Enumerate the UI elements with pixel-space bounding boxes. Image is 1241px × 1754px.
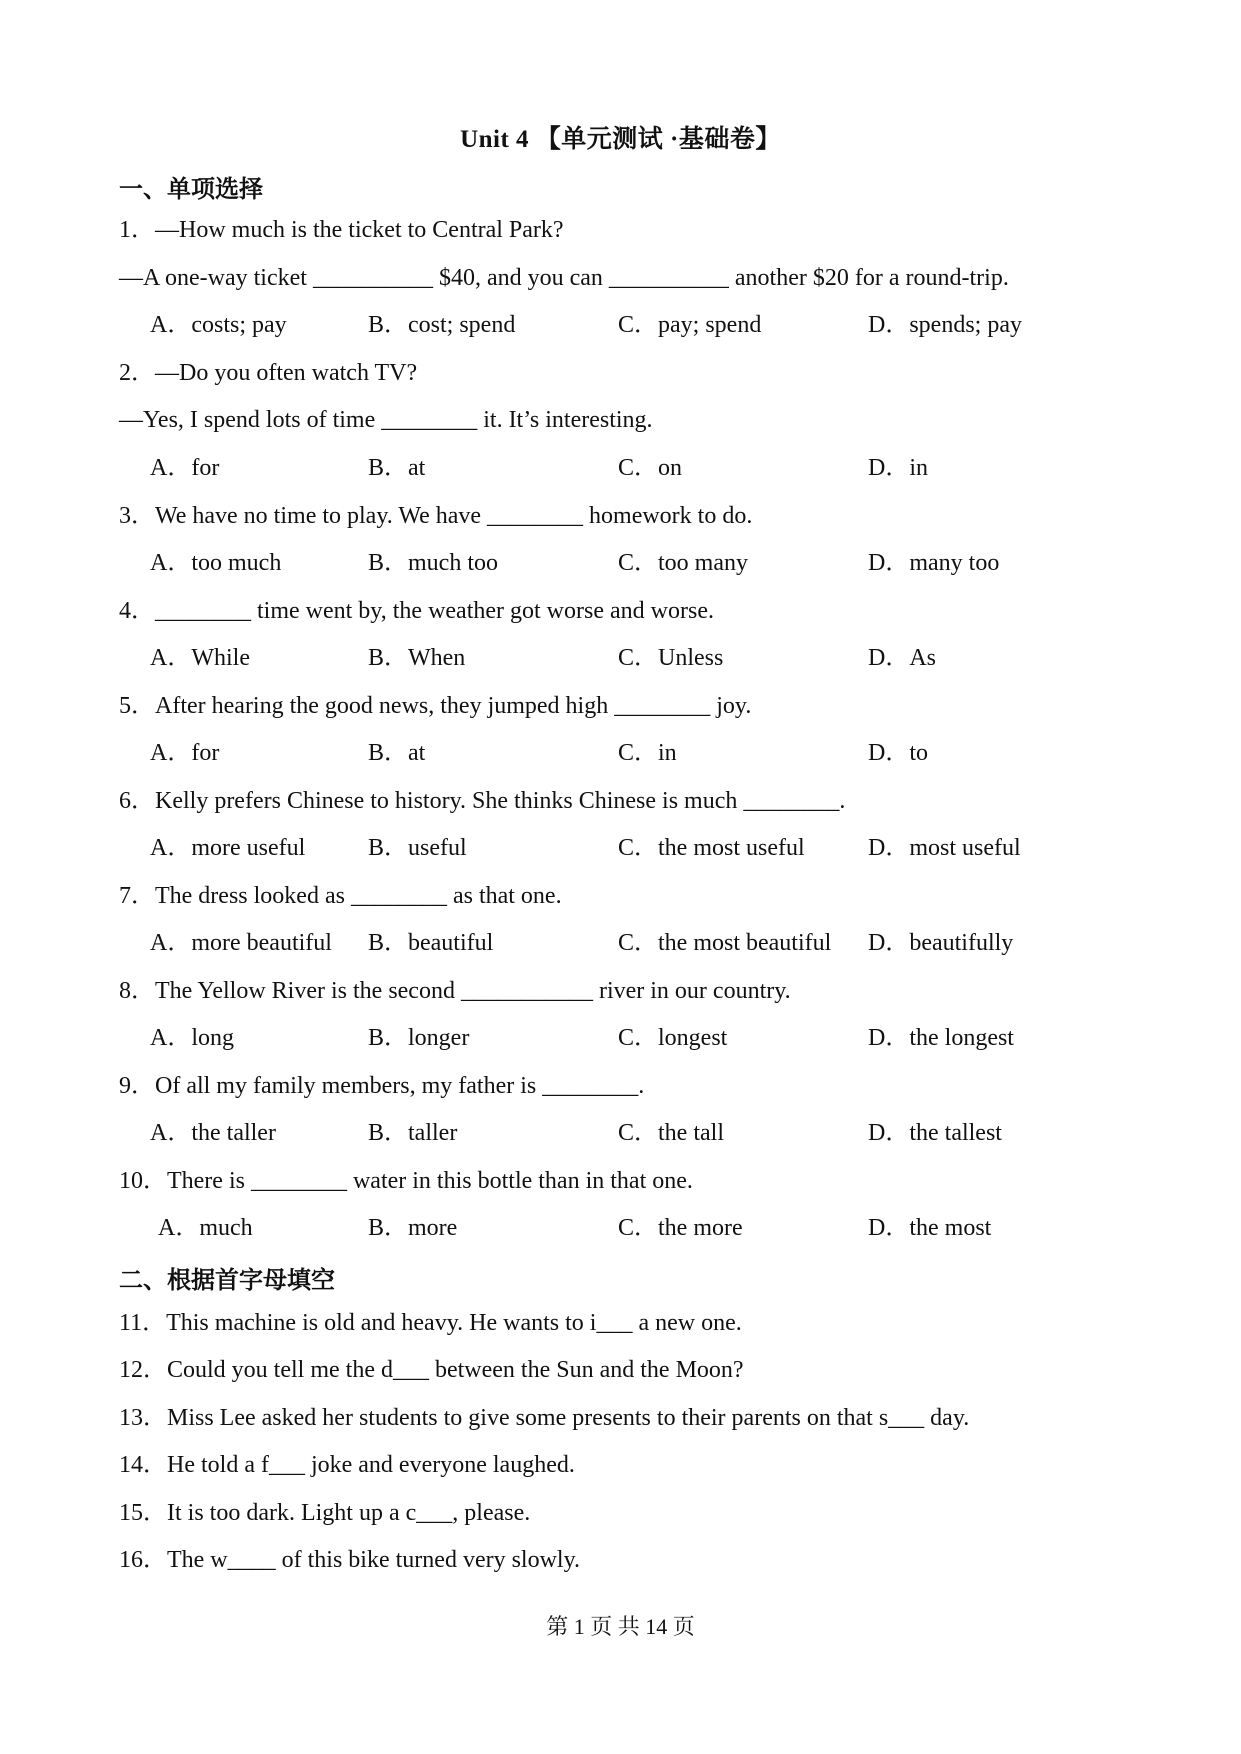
question-9-stem: 9．Of all my family members, my father is ________. [119,1073,645,1099]
question-2-stem-line2: —Yes, I spend lots of time ________ it. It’s interesting. [119,407,653,433]
question-3-stem: 3．We have no time to play. We have ________ homework to do. [119,503,753,529]
question-3-option-d: D．many too [868,550,1000,576]
page-title: Unit 4 【单元测试 ·基础卷】 [460,126,781,153]
question-4-option-d: D．As [868,645,937,671]
question-10-option-d: D．the most [868,1215,992,1241]
question-5-option-b: B．at [368,740,426,766]
question-5-option-c: C．in [618,740,677,766]
question-13: 13．Miss Lee asked her students to give some presents to their parents on that s___ day. [119,1405,970,1431]
question-2-stem: 2．—Do you often watch TV? [119,360,418,386]
question-1-stem: 1．—How much is the ticket to Central Park? [119,217,564,243]
question-4-option-a: A．While [150,645,250,671]
question-8-stem: 8．The Yellow River is the second ___________ river in our country. [119,978,791,1004]
question-7-option-c: C．the most beautiful [618,930,832,956]
question-9-option-d: D．the tallest [868,1120,1002,1146]
question-1-option-c: C．pay; spend [618,312,762,338]
question-1-option-d: D．spends; pay [868,312,1022,338]
question-6-option-b: B．useful [368,835,467,861]
question-8-option-a: A．long [150,1025,234,1051]
question-9-option-b: B．taller [368,1120,458,1146]
question-7-stem: 7．The dress looked as ________ as that one. [119,883,562,909]
question-2-option-a: A．for [150,455,220,481]
question-6-option-c: C．the most useful [618,835,805,861]
question-9-option-a: A．the taller [150,1120,276,1146]
question-5-option-d: D．to [868,740,928,766]
section-heading-fill-blanks: 二、根据首字母填空 [119,1266,335,1294]
question-3-option-b: B．much too [368,550,498,576]
question-2-option-c: C．on [618,455,683,481]
page-footer: 第 1 页 共 14 页 [546,1614,695,1639]
question-4-option-c: C．Unless [618,645,724,671]
question-1-stem-line2: —A one-way ticket __________ $40, and you can __________ another $20 for a round-trip. [119,265,1009,291]
question-5-option-a: A．for [150,740,220,766]
question-2-option-b: B．at [368,455,426,481]
section-heading-single-choice: 一、单项选择 [119,175,263,203]
question-10-option-c: C．the more [618,1215,743,1241]
question-7-option-a: A．more beautiful [150,930,332,956]
question-10-option-b: B．more [368,1215,458,1241]
question-5-stem: 5．After hearing the good news, they jumped high ________ joy. [119,693,752,719]
question-16: 16．The w____ of this bike turned very slowly. [119,1547,581,1573]
question-4-option-b: B．When [368,645,466,671]
question-3-option-a: A．too much [150,550,282,576]
question-8-option-c: C．longest [618,1025,728,1051]
question-11: 11．This machine is old and heavy. He wants to i___ a new one. [119,1310,742,1336]
question-8-option-b: B．longer [368,1025,470,1051]
question-1-option-b: B．cost; spend [368,312,516,338]
question-12: 12．Could you tell me the d___ between the Sun and the Moon? [119,1357,744,1383]
question-15: 15．It is too dark. Light up a c___, please. [119,1500,531,1526]
question-9-option-c: C．the tall [618,1120,724,1146]
question-6-stem: 6．Kelly prefers Chinese to history. She thinks Chinese is much ________. [119,788,846,814]
question-7-option-d: D．beautifully [868,930,1014,956]
question-4-stem: 4．________ time went by, the weather got worse and worse. [119,598,714,624]
question-14: 14．He told a f___ joke and everyone laughed. [119,1452,575,1478]
question-2-option-d: D．in [868,455,928,481]
question-3-option-c: C．too many [618,550,748,576]
question-6-option-d: D．most useful [868,835,1021,861]
question-7-option-b: B．beautiful [368,930,494,956]
question-8-option-d: D．the longest [868,1025,1014,1051]
question-10-option-a: A．much [158,1215,253,1241]
question-10-stem: 10．There is ________ water in this bottle than in that one. [119,1168,693,1194]
question-1-option-a: A．costs; pay [150,312,287,338]
question-6-option-a: A．more useful [150,835,306,861]
